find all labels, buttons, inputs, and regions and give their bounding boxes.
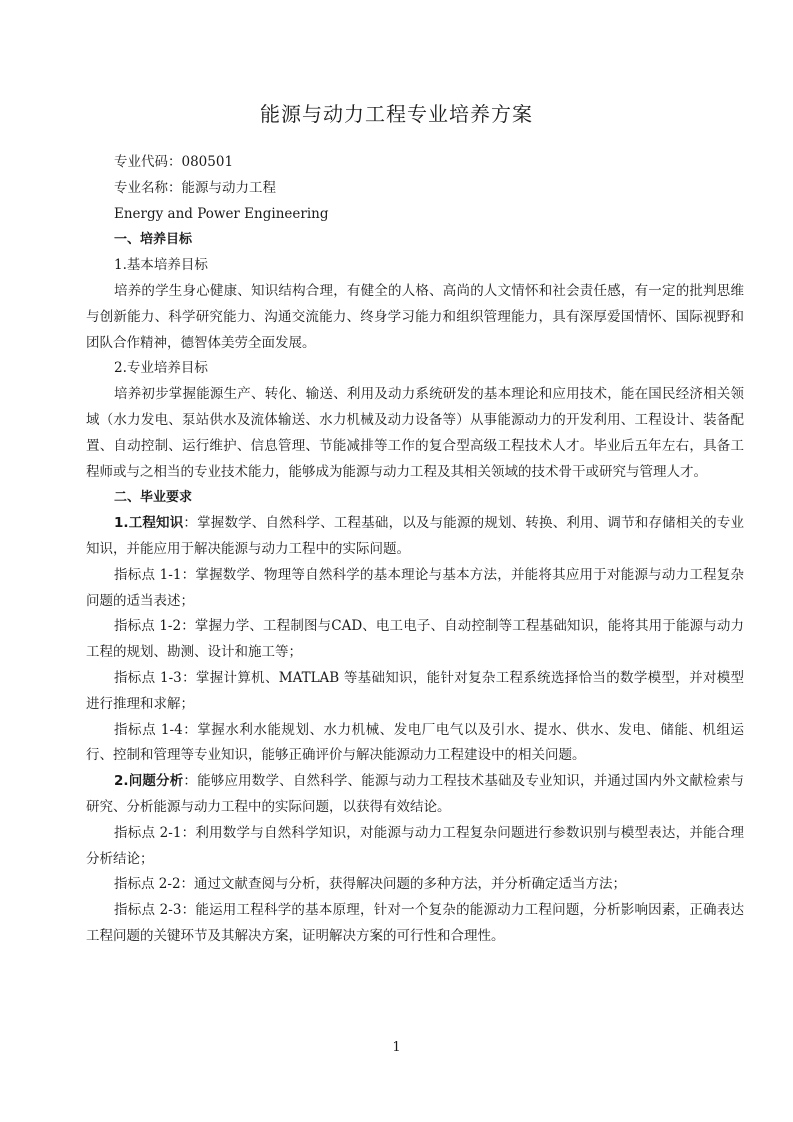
section-heading-training-goals: 一、培养目标 xyxy=(114,232,193,248)
page-number: 1 xyxy=(392,1040,401,1055)
document-title: 能源与动力工程专业培养方案 xyxy=(260,102,533,126)
indicator-point: 指标点 2-1：利用数学与自然科学知识，对能源与动力工程复杂问题进行参数识别与模型表达，并能合理分析结论； xyxy=(86,824,744,867)
section-heading-graduation-requirements: 二、毕业要求 xyxy=(114,490,193,506)
major-code: 专业代码：080501 xyxy=(114,154,234,170)
requirement-problem-analysis xyxy=(86,769,744,821)
goal-basic-label: 1.基本培养目标 xyxy=(114,257,208,274)
document-body xyxy=(86,150,744,950)
requirement-label: 2.问题分析 xyxy=(114,773,184,790)
goal-professional-label: 2.专业培养目标 xyxy=(114,360,208,377)
indicator-point: 指标点 1-4：掌握水利水能规划、水力机械、发电厂电气以及引水、提水、供水、发电、储能、机组运行、控制和管理等专业知识，能够正确评价与解决能源动力工程建设中的相关问题。 xyxy=(86,721,744,764)
indicator-point: 指标点 1-1：掌握数学、物理等自然科学的基本理论与基本方法，并能将其应用于对能源与动力工程复杂问题的适当表述； xyxy=(86,566,744,609)
requirement-label: 1.工程知识 xyxy=(114,515,184,532)
indicator-point: 指标点 1-3：掌握计算机、MATLAB 等基础知识，能针对复杂工程系统选择恰当的数学模型，并对模型进行推理和求解； xyxy=(86,669,744,712)
goal-basic-text: 培养的学生身心健康、知识结构合理，有健全的人格、高尚的人文情怀和社会责任感，有一定的批判思维与创新能力、科学研究能力、沟通交流能力、终身学习能力和组织管理能力，具有深厚爱国情怀、国际视野和团队合作精神，德智体美劳全面发展。 xyxy=(86,282,744,351)
english-name: Energy and Power Engineering xyxy=(114,205,329,222)
indicator-point: 指标点 2-3：能运用工程科学的基本原理，针对一个复杂的能源动力工程问题，分析影响因素，正确表达工程问题的关键环节及其解决方案，证明解决方案的可行性和合理性。 xyxy=(86,902,744,944)
indicator-point: 指标点 2-2：通过文献查阅与分析，获得解决问题的多种方法，并分析确定适当方法； xyxy=(114,876,627,893)
requirement-engineering-knowledge xyxy=(86,511,744,563)
requirement-text: ：掌握数学、自然科学、工程基础，以及与能源的规划、转换、利用、调节和存储相关的专业知识，并能应用于解决能源与动力工程中的实际问题。 xyxy=(86,515,745,557)
requirement-text: ：能够应用数学、自然科学、能源与动力工程技术基础及专业知识，并通过国内外文献检索与研究、分析能源与动力工程中的实际问题，以获得有效结论。 xyxy=(86,773,745,815)
goal-professional-text: 培养初步掌握能源生产、转化、输送、利用及动力系统研发的基本理论和应用技术，能在国民经济相关领域（水力发电、泵站供水及流体输送、水力机械及动力设备等）从事能源动力的开发利用、工程设计、装备配置、自动控制、运行维护、信息管理、节能减排等工作的复合型高级工程技术人才。毕业后五年左右，具备工程师或与之相当的专业技术能力，能够成为能源与动力工程及其相关领域的技术骨干或研究与管理人才。 xyxy=(86,386,744,480)
major-name: 专业名称：能源与动力工程 xyxy=(114,179,276,196)
indicator-point: 指标点 1-2：掌握力学、工程制图与CAD、电工电子、自动控制等工程基础知识，能将其用于能源与动力工程的规划、勘测、设计和施工等； xyxy=(86,618,744,661)
